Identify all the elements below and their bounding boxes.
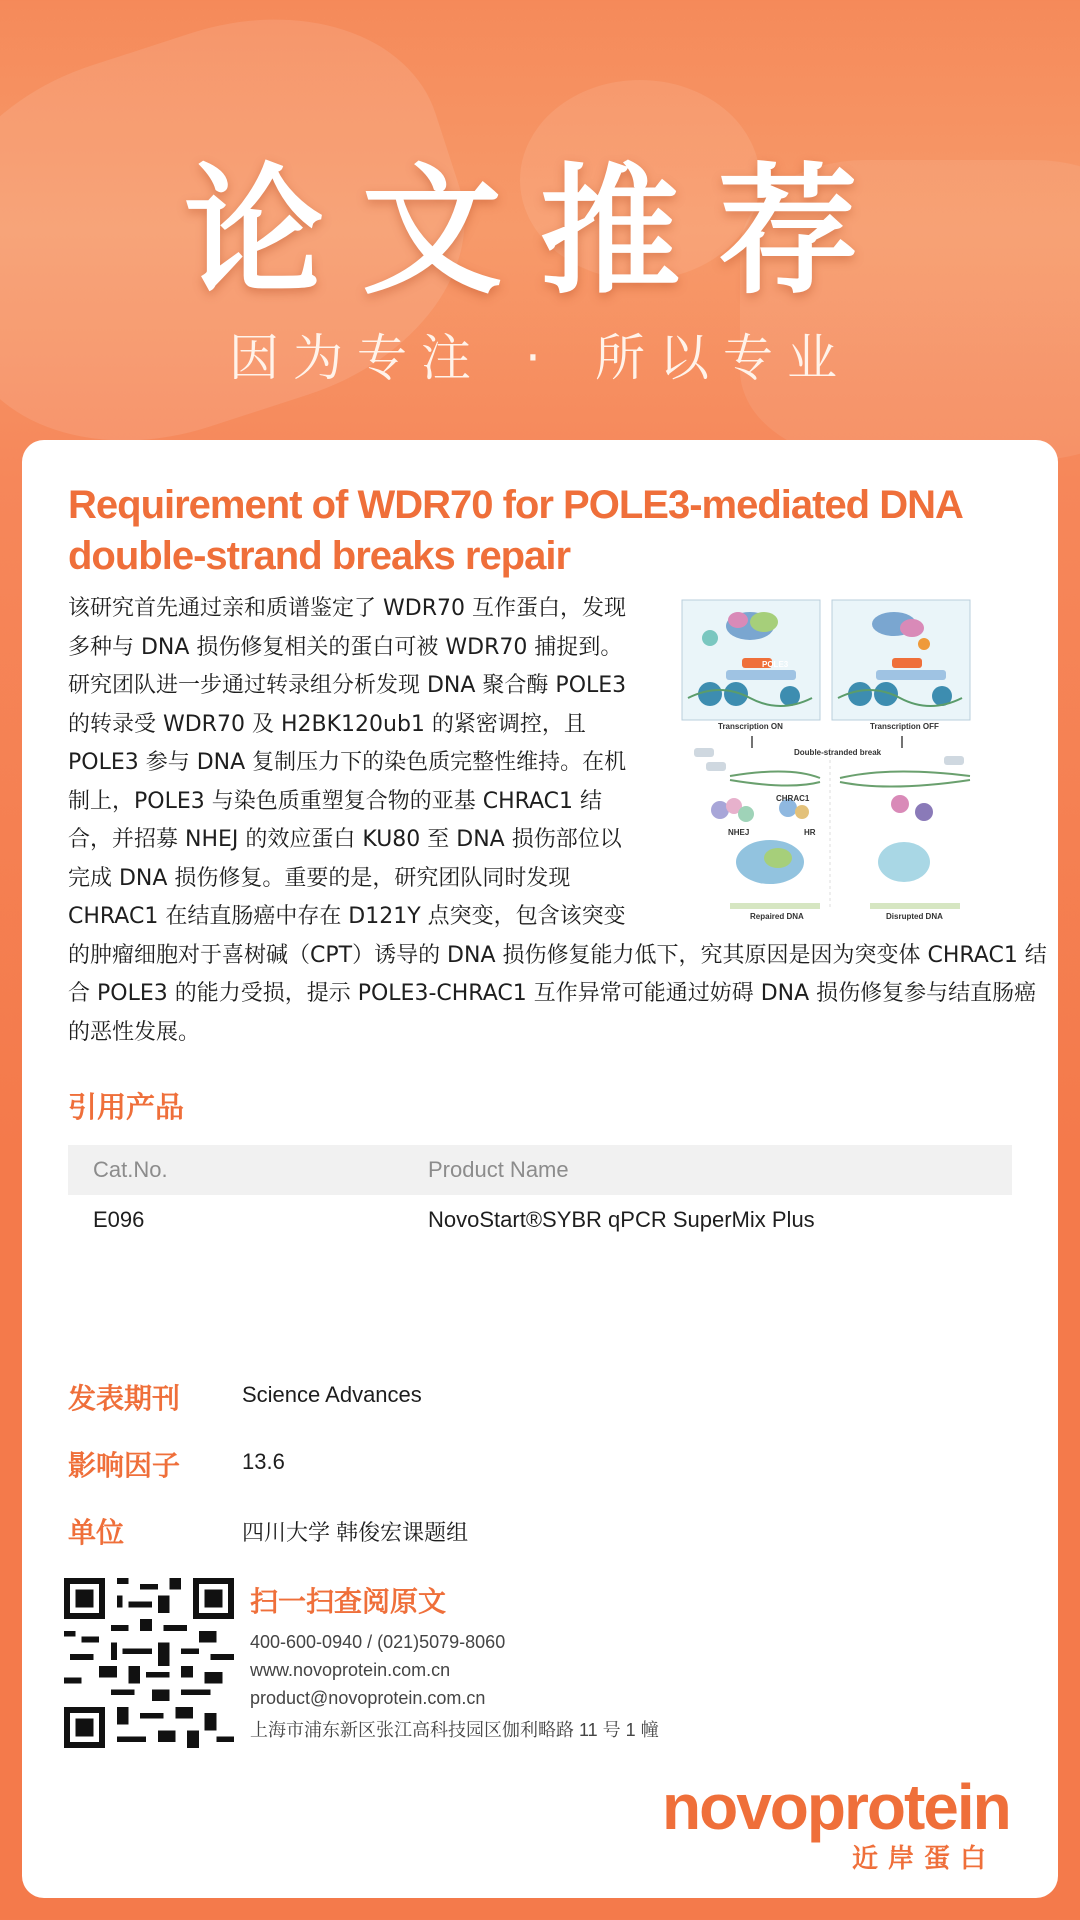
- products-table-header: [68, 1145, 1012, 1195]
- cell-cat-no: E096: [93, 1207, 145, 1232]
- paper-title: Requirement of WDR70 for POLE3-mediated DNA double-strand breaks repair: [68, 483, 962, 578]
- contact-website[interactable]: www.novoprotein.com.cn: [250, 1660, 451, 1680]
- figure-label-chrac1: CHRAC1: [776, 794, 810, 803]
- journal-label: 发表期刊: [68, 1382, 181, 1415]
- figure-label-break: Double-stranded break: [794, 748, 882, 757]
- mechanism-figure: [680, 598, 1012, 924]
- impact-label: 影响因子: [68, 1449, 181, 1482]
- scan-title: 扫一扫查阅原文: [250, 1585, 447, 1618]
- figure-label-on: Transcription ON: [718, 722, 783, 731]
- figure-label-off: Transcription OFF: [870, 722, 939, 731]
- paper-abstract-text: 该研究首先通过亲和质谱鉴定了 WDR70 互作蛋白，发现多种与 DNA 损伤修复相关的蛋白可被 WDR70 捕捉到。研究团队进一步通过转录组分析发现 DNA 聚合酶 POLE3 的转录受 WDR70 及 H2BK120ub1 的紧密调控，且 POLE3 参与 DNA 复制压力下的染色质完整性维持。在机制上，POLE3 与染色质重塑复合物的亚基 CHRAC1 结合，并招募 NHEJ 的效应蛋白 KU80 至 DNA 损伤部位以完成 DNA 损伤修复。重要的是，研究团队同时发现 CHRAC1 在结直肠癌中存在 D121Y 点突变，包含该突变的肿瘤细胞对于喜树碱（CPT）诱导的 DNA 损伤修复能力低下，究其原因是因为突变体 CHRAC1 结合 POLE3 的能力受损，提示 POLE3-CHRAC1 互作异常可能通过妨碍 DNA 损伤修复参与结直肠癌的恶性发展。: [68, 596, 1047, 1045]
- novoprotein-logo-cn: 近岸蛋白: [852, 1844, 997, 1874]
- table-row: [68, 1195, 1012, 1245]
- hero-subtitle: [0, 318, 1080, 390]
- qr-code[interactable]: [64, 1578, 234, 1748]
- contact-phone: 400-600-0940 / (021)5079-8060: [250, 1632, 506, 1652]
- figure-label-hr: HR: [804, 828, 816, 837]
- figure-label-nhej: NHEJ: [728, 828, 750, 837]
- products-table: [68, 1145, 1012, 1245]
- hero-subtitle-left: 因为专注: [229, 329, 486, 387]
- contact-email[interactable]: product@novoprotein.com.cn: [250, 1688, 486, 1708]
- cell-product-name: NovoStart®SYBR qPCR SuperMix Plus: [428, 1207, 815, 1232]
- figure-label-repaired: Repaired DNA: [750, 912, 804, 921]
- column-header-cat: Cat.No.: [93, 1157, 168, 1182]
- hero-subtitle-dot: ·: [525, 329, 555, 387]
- contact-address: 上海市浦东新区张江高科技园区伽利略路 11 号 1 幢: [250, 1720, 659, 1740]
- column-header-name: Product Name: [428, 1157, 569, 1182]
- figure-label-pole3: POLE3: [762, 660, 789, 669]
- novoprotein-logo: novoprotein: [662, 1771, 1010, 1843]
- hero-title: 论文推荐: [183, 151, 896, 314]
- figure-label-disrupted: Disrupted DNA: [886, 912, 943, 921]
- mechanism-diagram: [680, 598, 1012, 924]
- impact-value: 13.6: [242, 1449, 285, 1474]
- unit-label: 单位: [68, 1516, 125, 1549]
- products-heading: 引用产品: [68, 1090, 185, 1124]
- hero-subtitle-right: 所以专业: [594, 329, 851, 387]
- journal-value: Science Advances: [242, 1382, 422, 1407]
- unit-value: 四川大学 韩俊宏课题组: [242, 1520, 469, 1545]
- paper-card: [22, 440, 1058, 1898]
